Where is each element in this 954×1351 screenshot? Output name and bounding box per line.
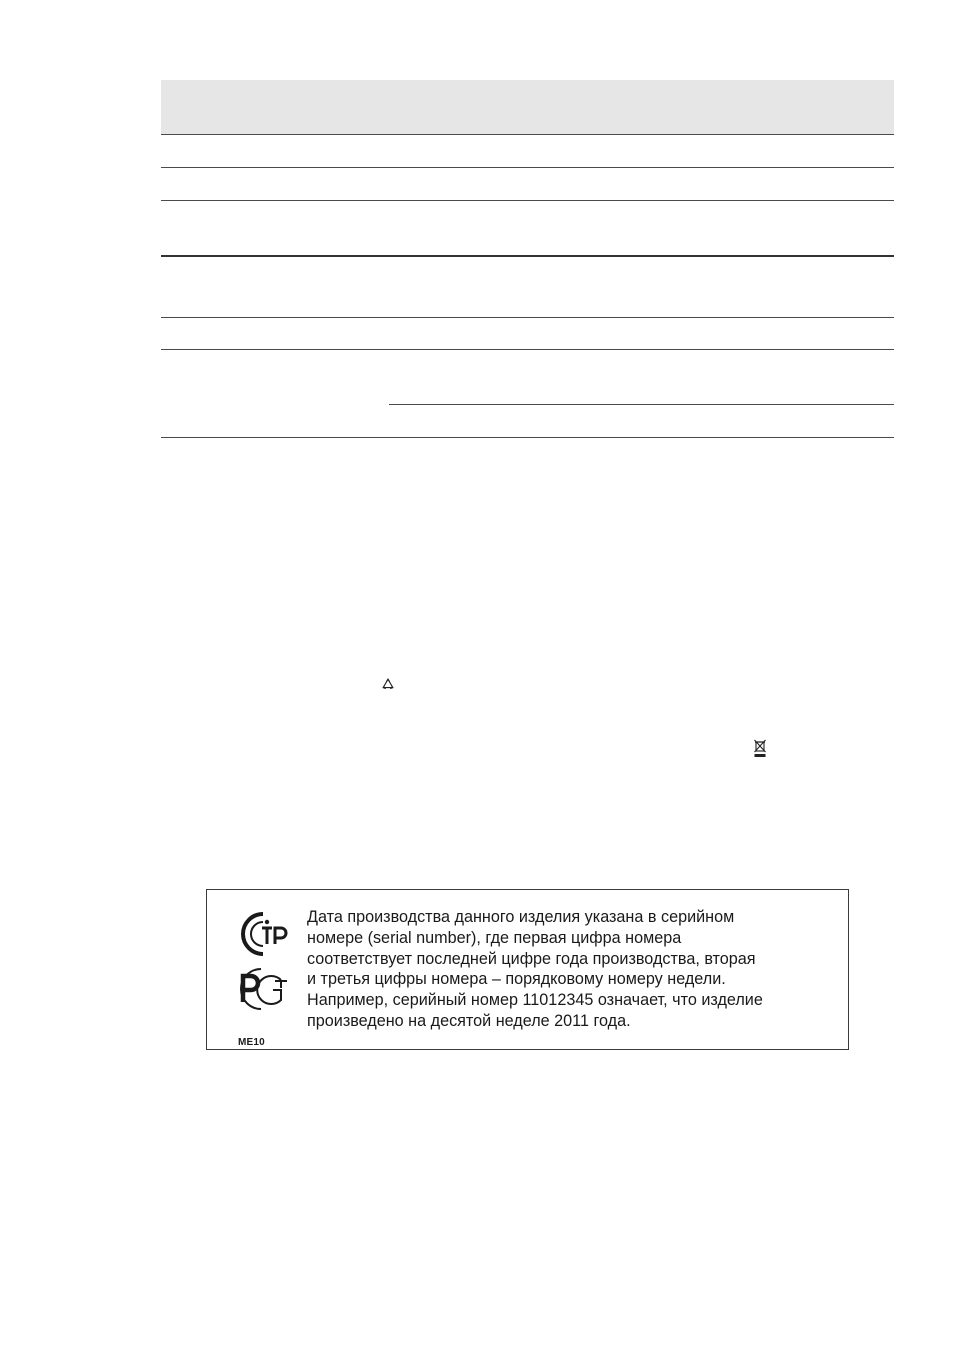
table-bottom-border xyxy=(161,437,894,438)
table-subrow-divider xyxy=(389,404,894,405)
table-row-divider xyxy=(161,349,894,350)
notice-text xyxy=(307,907,837,1032)
notice-line: Дата производства данного изделия указана в серийном xyxy=(307,908,735,926)
notice-line: соответствует последней цифре года производства, вторая xyxy=(307,949,756,968)
certification-marks xyxy=(229,908,299,1048)
table-row-divider xyxy=(161,200,894,201)
notice-line: и третья цифры номера – порядковому номеру недели. xyxy=(307,970,726,989)
crossed-out-bin-icon xyxy=(753,738,767,758)
spec-table xyxy=(161,80,894,438)
spec-table-header xyxy=(161,80,894,134)
notice-line: номере (serial number), где первая цифра номера xyxy=(307,928,682,947)
table-row-divider xyxy=(161,134,894,135)
notice-line: произведено на десятой неделе 2011 года. xyxy=(307,1011,631,1030)
pct-rst-mark-icon xyxy=(229,964,291,1014)
recycle-icon xyxy=(380,677,396,693)
table-row-divider xyxy=(161,167,894,168)
notice-line: Например, серийный номер 11012345 означает, что изделие xyxy=(307,991,763,1010)
eac-tr-mark-icon xyxy=(229,908,291,960)
certification-code: ME10 xyxy=(238,1037,265,1048)
table-row-divider xyxy=(161,255,894,257)
manufacture-date-notice xyxy=(206,889,849,1050)
table-row-divider xyxy=(161,317,894,318)
